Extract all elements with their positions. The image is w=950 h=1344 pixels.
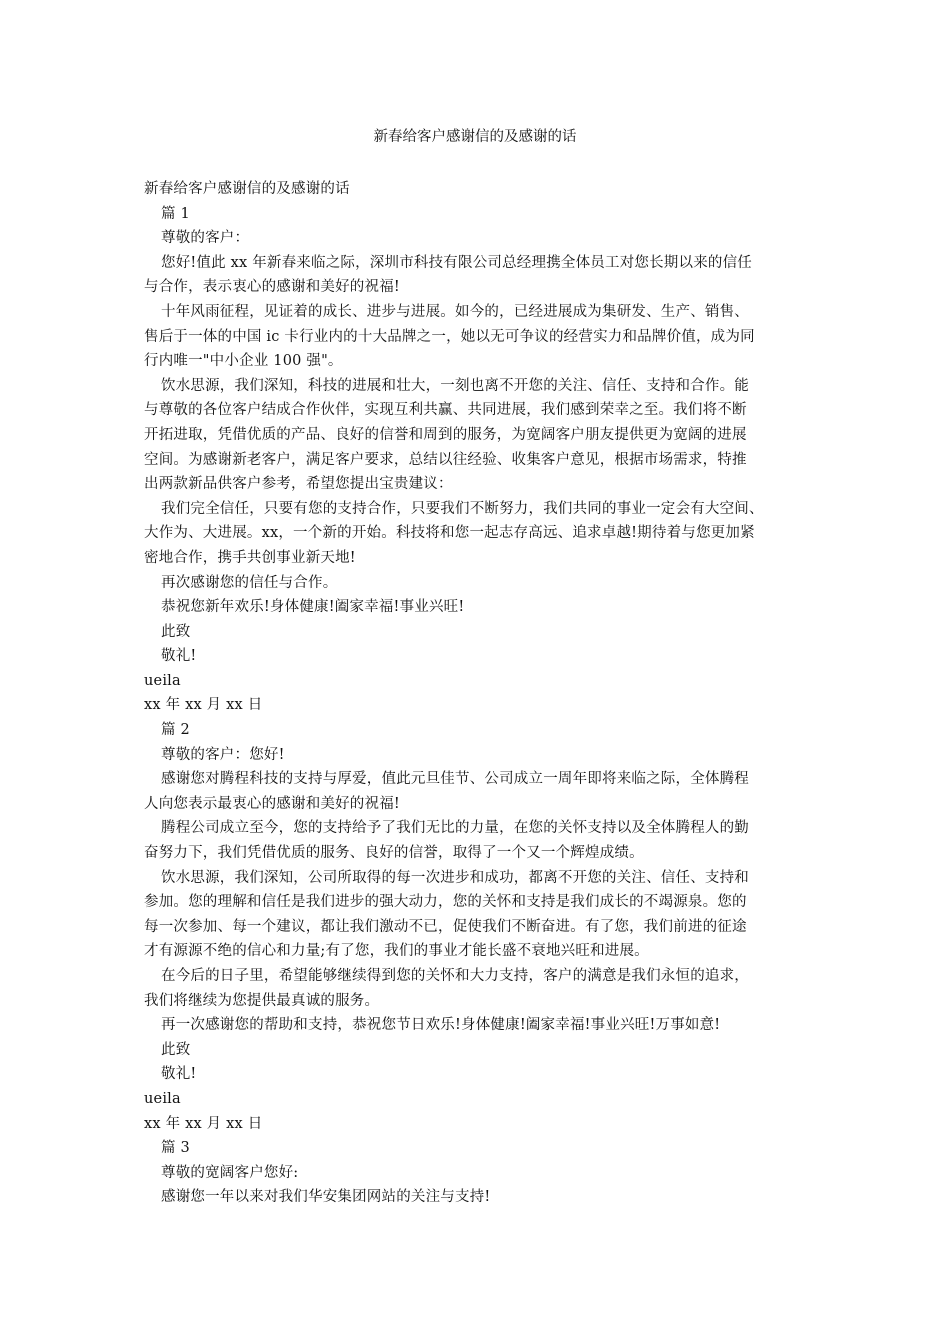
text-line: 奋努力下，我们凭借优质的服务、良好的信誉，取得了一个又一个辉煌成绩。 — [144, 845, 644, 862]
text-line: 参加。您的理解和信任是我们进步的强大动力，您的关怀和支持是我们成长的不竭源泉。您的 — [144, 894, 747, 911]
text-line: 您好!值此 xx 年新春来临之际，深圳市科技有限公司总经理携全体员工对您长期以来的信任 — [161, 254, 752, 271]
text-line: 十年风雨征程，见证着的成长、进步与进展。如今的，已经进展成为集研发、生产、销售、 — [161, 303, 749, 320]
text-line: 篇 1 — [161, 205, 190, 222]
text-line: 敬礼! — [161, 648, 197, 665]
text-line: 行内唯一"中小企业 100 强"。 — [144, 353, 343, 370]
text-line: xx 年 xx 月 xx 日 — [144, 1115, 263, 1132]
text-line: 感谢您对腾程科技的支持与厚爱，值此元旦佳节、公司成立一周年即将来临之际，全体腾程 — [161, 771, 749, 788]
text-line: ueila — [144, 672, 181, 689]
text-line: 大作为、大进展。xx，一个新的开始。科技将和您一起志存高远、追求卓越!期待着与您更加紧 — [144, 525, 755, 542]
text-line: ueila — [144, 1090, 181, 1107]
text-line: 尊敬的客户：您好! — [161, 746, 285, 763]
text-line: 开拓进取，凭借优质的产品、良好的信誉和周到的服务，为宽阔客户朋友提供更为宽阔的进展 — [144, 426, 747, 443]
text-line: 再次感谢您的信任与合作。 — [161, 574, 338, 591]
text-line: 人向您表示最衷心的感谢和美好的祝福! — [144, 795, 400, 812]
text-line: 恭祝您新年欢乐!身体健康!阖家幸福!事业兴旺! — [161, 599, 465, 616]
text-line: 售后于一体的中国 ic 卡行业内的十大品牌之一，她以无可争议的经营实力和品牌价值，成为同 — [144, 328, 755, 345]
text-line: 篇 2 — [161, 722, 190, 739]
text-line: 再一次感谢您的帮助和支持，恭祝您节日欢乐!身体健康!阖家幸福!事业兴旺!万事如意! — [161, 1017, 721, 1034]
text-line: 出两款新品供客户参考，希望您提出宝贵建议： — [144, 476, 453, 493]
text-line: 饮水思源，我们深知，公司所取得的每一次进步和成功，都离不开您的关注、信任、支持和 — [161, 869, 749, 886]
text-line: 此致 — [161, 623, 191, 640]
text-line: 尊敬的宽阔客户您好: — [161, 1164, 299, 1181]
text-line: 每一次参加、每一个建议，都让我们激动不已，促使我们不断奋进。有了您，我们前进的征途 — [144, 918, 747, 935]
text-line: 与合作，表示衷心的感谢和美好的祝福! — [144, 279, 400, 296]
document-body — [144, 177, 814, 1210]
text-line: 我们完全信任，只要有您的支持合作，只要我们不断努力，我们共同的事业一定会有大空间、 — [161, 500, 764, 517]
text-line: 与尊敬的各位客户结成合作伙伴，实现互利共赢、共同进展，我们感到荣幸之至。我们将不断 — [144, 402, 747, 419]
text-line: 尊敬的客户： — [161, 230, 250, 247]
text-line: 新春给客户感谢信的及感谢的话 — [144, 181, 350, 197]
text-line: 我们将继续为您提供最真诚的服务。 — [144, 992, 380, 1009]
text-line: 在今后的日子里，希望能够继续得到您的关怀和大力支持，客户的满意是我们永恒的追求， — [161, 968, 749, 984]
text-line: 才有源源不绝的信心和力量;有了您，我们的事业才能长盛不衰地兴旺和进展。 — [144, 943, 649, 960]
text-line: 此致 — [161, 1041, 191, 1058]
text-line: 密地合作，携手共创事业新天地! — [144, 549, 356, 566]
text-line: xx 年 xx 月 xx 日 — [144, 697, 263, 714]
document-title: 新春给客户感谢信的及感谢的话 — [373, 129, 577, 145]
text-line: 篇 3 — [161, 1140, 190, 1157]
text-line: 感谢您一年以来对我们华安集团网站的关注与支持! — [161, 1189, 491, 1206]
text-line: 饮水思源，我们深知，科技的进展和壮大，一刻也离不开您的关注、信任、支持和合作。能 — [161, 377, 749, 394]
text-line: 敬礼! — [161, 1066, 197, 1083]
text-line: 腾程公司成立至今，您的支持给予了我们无比的力量，在您的关怀支持以及全体腾程人的勤 — [161, 820, 749, 837]
text-line: 空间。为感谢新老客户，满足客户要求，总结以往经验、收集客户意见，根据市场需求，特推 — [144, 451, 747, 468]
